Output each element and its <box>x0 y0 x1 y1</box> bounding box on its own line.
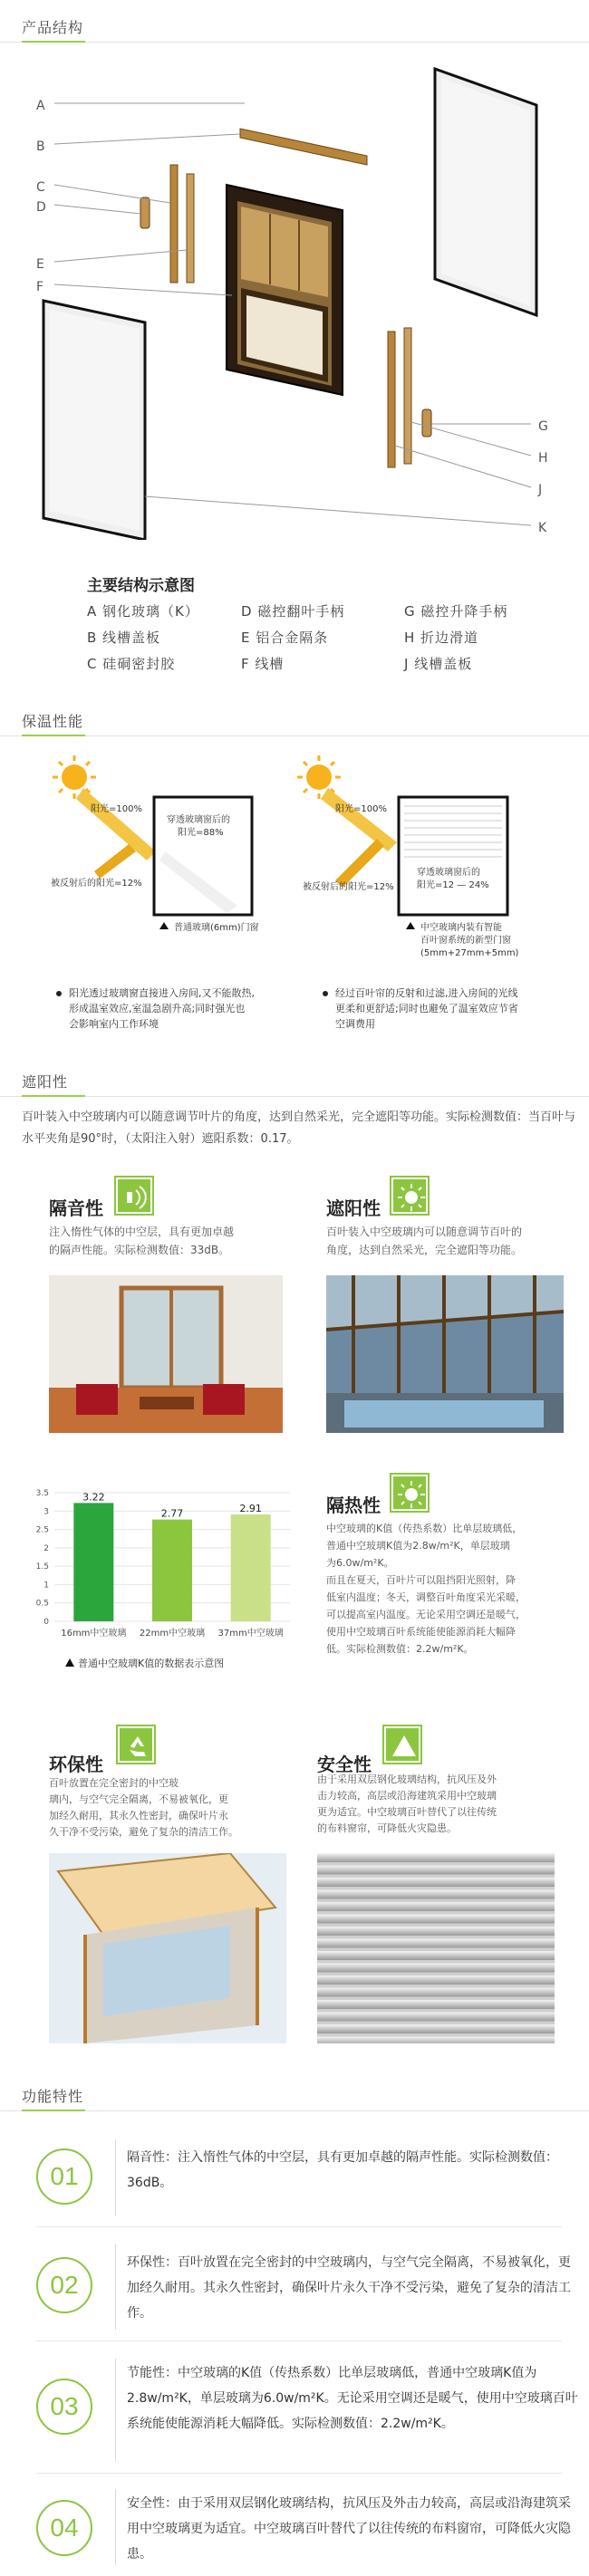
card-separator <box>36 2473 562 2474</box>
exploded-diagram <box>0 51 589 540</box>
y-tick-label: 0.5 <box>35 1599 49 1609</box>
k-value-chart <box>27 1485 299 1648</box>
chart-caption <box>65 1656 224 1670</box>
sunroom-photo <box>326 1275 564 1433</box>
insulation-note-left <box>69 985 304 1032</box>
insulation-note-right <box>335 985 580 1032</box>
parts-item: G 磁控升降手柄 <box>404 603 508 620</box>
living-room-photo <box>49 1275 283 1433</box>
parts-item: A 钢化玻璃（K） <box>87 603 199 620</box>
feature-title-shade: 遮阳性 <box>326 1197 381 1219</box>
side-strip-right-1 <box>388 332 395 467</box>
text-line: 百叶装入中空玻璃内可以随意调节百叶的 <box>326 1226 523 1238</box>
function-card-1 <box>36 2132 576 2223</box>
bar-value-label: 3.22 <box>82 1491 105 1504</box>
diagram-label-b: B <box>36 139 45 154</box>
box-label-left-1: 穿透玻璃窗后的 <box>167 815 230 825</box>
text-line: 为6.0w/m²K。 <box>326 1557 394 1569</box>
blinds-closeup-photo <box>317 1853 555 2043</box>
parts-title: 主要结构示意图 <box>87 577 195 595</box>
box-label-right-1: 穿透玻璃窗后的 <box>417 868 480 878</box>
leader-lines-right <box>145 422 531 525</box>
diagram-label-a: A <box>36 99 45 113</box>
feature-text-sound <box>49 1223 285 1259</box>
function-card-2 <box>36 2237 576 2337</box>
sun-icon <box>53 755 96 799</box>
parts-item: J 线槽盖板 <box>404 656 473 672</box>
blind-slat <box>317 2013 555 2022</box>
sun-label-right: 阳光=100% <box>335 804 387 814</box>
text-line: 久干净不受污染，避免了复杂的清洁工作。 <box>49 1826 238 1838</box>
magnetic-tilt-handle <box>140 197 150 228</box>
parts-item: B 线槽盖板 <box>87 630 161 646</box>
bullet-dot <box>56 991 62 996</box>
text-line: 加经久耐用，其永久性密封，确保叶片永 <box>49 1810 228 1821</box>
parts-item: C 硅硐密封胶 <box>87 656 176 672</box>
glass-pane-right <box>435 69 536 315</box>
y-tick-label: 3 <box>43 1507 49 1517</box>
text-line: 由于采用双层钢化玻璃结构，抗风压及外 <box>317 1773 497 1785</box>
blind-slat <box>317 2037 555 2044</box>
blind-slat <box>317 1988 555 1997</box>
text-line: 的布料窗帘，可降低火灾隐患。 <box>317 1822 457 1834</box>
window-box-right <box>399 797 507 915</box>
text-line: 普通中空玻璃K值为2.8w/m²K，单层玻璃 <box>326 1540 510 1552</box>
blind-slat <box>317 1878 555 1887</box>
number-badge: 01 <box>36 2148 92 2205</box>
text-line: 低。实际检测数值：2.2w/m²K。 <box>326 1643 474 1655</box>
leader-lines-left <box>54 103 245 295</box>
card-divider <box>115 2139 116 2216</box>
chart-caption-text: 普通中空玻璃K值的数据表示意图 <box>78 1658 225 1669</box>
diagram-label-c: C <box>36 180 45 195</box>
caption-right-1: 中空玻璃内装有智能 <box>420 923 502 933</box>
text-line: 使用中空玻璃百叶系统能使能源消耗大幅降 <box>326 1626 516 1638</box>
card-divider <box>115 2359 116 2462</box>
text-line: 更为适宜。中空玻璃百叶替代了以往传统 <box>317 1806 497 1818</box>
feature-title-safe: 安全性 <box>317 1754 372 1775</box>
sun-label-left: 阳光=100% <box>91 804 142 814</box>
note-line: 形成温室效应,室温急剧升高;同时强光也 <box>69 1003 246 1014</box>
bar <box>152 1520 192 1621</box>
triangle-icon <box>384 1726 420 1763</box>
diagram-label-g: G <box>538 419 548 434</box>
function-text: 环保性：百叶放置在完全密封的中空玻璃内，与空气完全隔离，不易被氧化，更加经久耐用。其永久性密封，确保叶片永久干净不受污染，避免了复杂的清洁工作。 <box>127 2255 571 2321</box>
parts-item: H 折边滑道 <box>404 630 479 646</box>
sun-icon <box>297 755 341 799</box>
note-line: 更柔和更舒适;同时也避免了温室效应节省 <box>335 1003 518 1014</box>
sound-wave-icon <box>116 1177 152 1214</box>
feature-text-env <box>49 1775 294 1841</box>
sunlight-beam <box>76 788 156 860</box>
sun-icon <box>391 1475 428 1511</box>
track-cover-strip <box>240 129 367 165</box>
y-tick-label: 1.5 <box>35 1562 49 1572</box>
function-card-3 <box>36 2351 576 2469</box>
section-accent <box>22 735 85 736</box>
reflected-beam <box>94 844 136 879</box>
blind-slat <box>317 1975 555 1985</box>
blind-slat <box>317 2024 555 2033</box>
blind-slat <box>317 1927 555 1936</box>
note-line: 会影响室内工作环境 <box>69 1018 159 1030</box>
note-line: 经过百叶帘的反射和过滤,进入房间的光线 <box>335 987 518 999</box>
x-category-label: 22mm中空玻璃 <box>139 1629 206 1639</box>
sunlight-beam <box>321 788 397 851</box>
text-line: 低室内温度；冬天，调整百叶角度采光采暖， <box>326 1591 526 1603</box>
section-divider <box>0 1096 589 1097</box>
function-text: 节能性：中空玻璃的K值（传热系数）比单层玻璃低，普通中空玻璃K值为2.8w/m²K，单层玻璃为6.0w/m²K。无论采用空调还是暖气，使用中空玻璃百叶系统能使能源消耗大幅降低。实际检测数值：2.2w/m²K。 <box>127 2366 578 2431</box>
feature-text-shade <box>326 1223 571 1259</box>
text-line: 的隔声性能。实际检测数值：33dB。 <box>49 1244 230 1256</box>
y-tick-label: 1 <box>43 1581 49 1591</box>
bar <box>231 1514 271 1621</box>
blind-slat <box>317 1951 555 1960</box>
blind-slat <box>317 1853 555 1862</box>
card-divider <box>115 2244 116 2330</box>
y-tick-label: 3.5 <box>35 1489 49 1498</box>
parts-item: D 磁控翻叶手柄 <box>241 603 345 620</box>
blind-slat <box>317 1890 555 1899</box>
text-line: 璃内，与空气完全隔离，不易被氧化，更 <box>49 1793 228 1805</box>
reflect-label-right: 被反射后的阳光=12% <box>303 882 394 892</box>
parts-item: F 线槽 <box>241 656 285 672</box>
section-accent <box>22 2110 85 2111</box>
side-strip-left-2 <box>187 174 194 283</box>
blind-slat <box>317 1939 555 1948</box>
diagram-label-h: H <box>538 451 548 466</box>
box-label-right-2: 阳光=12 — 24% <box>417 880 489 890</box>
function-card-4 <box>36 2482 576 2572</box>
section-accent <box>22 41 85 43</box>
caption-left: 普通玻璃(6mm)门窗 <box>174 923 259 933</box>
side-strip-right-2 <box>404 328 411 464</box>
chart-y-ticks <box>36 1489 50 1627</box>
note-line: 阳光透过玻璃窗直接进入房间,又不能散热, <box>69 987 255 999</box>
side-strip-left-1 <box>170 165 178 283</box>
y-tick-label: 2 <box>43 1543 49 1553</box>
bullet-dot <box>323 991 328 996</box>
section-divider <box>0 2110 589 2111</box>
y-tick-label: 0 <box>43 1618 49 1627</box>
diagram-label-d: D <box>36 200 46 215</box>
glass-pane-left <box>43 301 145 540</box>
bar <box>73 1503 113 1621</box>
magnetic-lift-handle <box>422 409 431 437</box>
function-text: 隔音性：注入惰性气体的中空层，具有更加卓越的隔声性能。实际检测数值：36dB。 <box>127 2150 558 2190</box>
note-line: 空调费用 <box>335 1018 375 1030</box>
caption-right-2: 百叶窗系统的新型门窗 <box>420 936 511 946</box>
card-separator <box>36 2226 562 2227</box>
text-line: 注入惰性气体的中空层，具有更加卓越 <box>49 1226 235 1238</box>
blind-slat <box>317 1866 555 1875</box>
shading-intro: 百叶装入中空玻璃内可以随意调节叶片的角度，达到自然采光，完全遮阳等功能。实际检测数值：当百叶与水平夹角是90°时，（太阳注入射）遮阳系数：0.17。 <box>22 1110 576 1146</box>
text-line: 角度，达到自然采光，完全遮阳等功能。 <box>326 1244 523 1256</box>
card-divider <box>115 2489 116 2565</box>
text-line: 中空玻璃的K值（传热系数）比单层玻璃低， <box>326 1523 523 1534</box>
bar-value-label: 2.91 <box>239 1502 262 1514</box>
blind-slat <box>317 1964 555 1973</box>
feature-text-heat <box>326 1520 580 1658</box>
section-divider <box>0 42 589 43</box>
chart-bars <box>73 1491 270 1621</box>
function-text: 安全性：由于采用双层钢化玻璃结构，抗风压及外击力较高，高层或沿海建筑采用中空玻璃更为适宜。中空玻璃百叶替代了以往传统的布料窗帘，可降低火灾隐患。 <box>127 2496 571 2562</box>
section-title-structure: 产品结构 <box>22 19 84 36</box>
text-line: 而且在夏天，百叶片可以阻挡阳光照射，降 <box>326 1574 516 1586</box>
feature-text-safe <box>317 1772 580 1837</box>
number-badge: 04 <box>36 2500 92 2556</box>
diagram-label-j: J <box>538 483 543 497</box>
feature-title-env: 环保性 <box>49 1754 103 1775</box>
text-line: 可以提高室内温度。无论采用空调还是暖气， <box>326 1609 526 1620</box>
number-badge: 02 <box>36 2257 92 2313</box>
x-category-label: 37mm中空玻璃 <box>217 1629 284 1639</box>
y-tick-label: 2.5 <box>35 1525 49 1535</box>
recycle-icon <box>118 1726 154 1763</box>
parts-item: E 铝合金隔条 <box>241 630 329 646</box>
diagram-label-f: F <box>36 280 44 294</box>
frame-section-photo <box>49 1853 286 2043</box>
diagram-label-k: K <box>538 521 547 535</box>
chart-x-labels <box>61 1627 284 1639</box>
x-category-label: 16mm中空玻璃 <box>61 1629 127 1639</box>
bar-value-label: 2.77 <box>160 1507 184 1520</box>
section-title-insulation: 保温性能 <box>22 713 84 730</box>
section-divider <box>0 735 589 736</box>
feature-title-sound: 隔音性 <box>49 1197 103 1219</box>
diagram-label-e: E <box>36 257 44 272</box>
insulation-diagram <box>0 752 589 1024</box>
text-line: 百叶放置在完全密封的中空玻 <box>49 1777 179 1789</box>
blind-slat <box>317 1902 555 1911</box>
number-badge: 03 <box>36 2379 92 2435</box>
box-label-left-2: 阳光=88% <box>178 828 224 838</box>
parts-legend <box>87 601 558 673</box>
section-title-shading: 遮阳性 <box>22 1073 69 1091</box>
reflected-beam <box>335 839 384 888</box>
caption-marker-left <box>159 922 169 929</box>
caption-marker-right <box>406 922 415 929</box>
reflect-label-left: 被反射后的阳光=12% <box>51 879 142 889</box>
caption-marker <box>65 1658 74 1667</box>
text-line: 击力较高，高层或沿海建筑采用中空玻璃 <box>317 1790 497 1802</box>
blind-slat <box>317 2000 555 2009</box>
feature-title-heat: 隔热性 <box>326 1495 381 1516</box>
caption-right-3: (5mm+27mm+5mm) <box>420 948 519 958</box>
blind-slat <box>317 1915 555 1924</box>
window-frame <box>227 185 343 395</box>
section-title-function: 功能特性 <box>22 2088 84 2105</box>
section-accent <box>22 1095 85 1097</box>
sun-icon <box>391 1177 428 1214</box>
